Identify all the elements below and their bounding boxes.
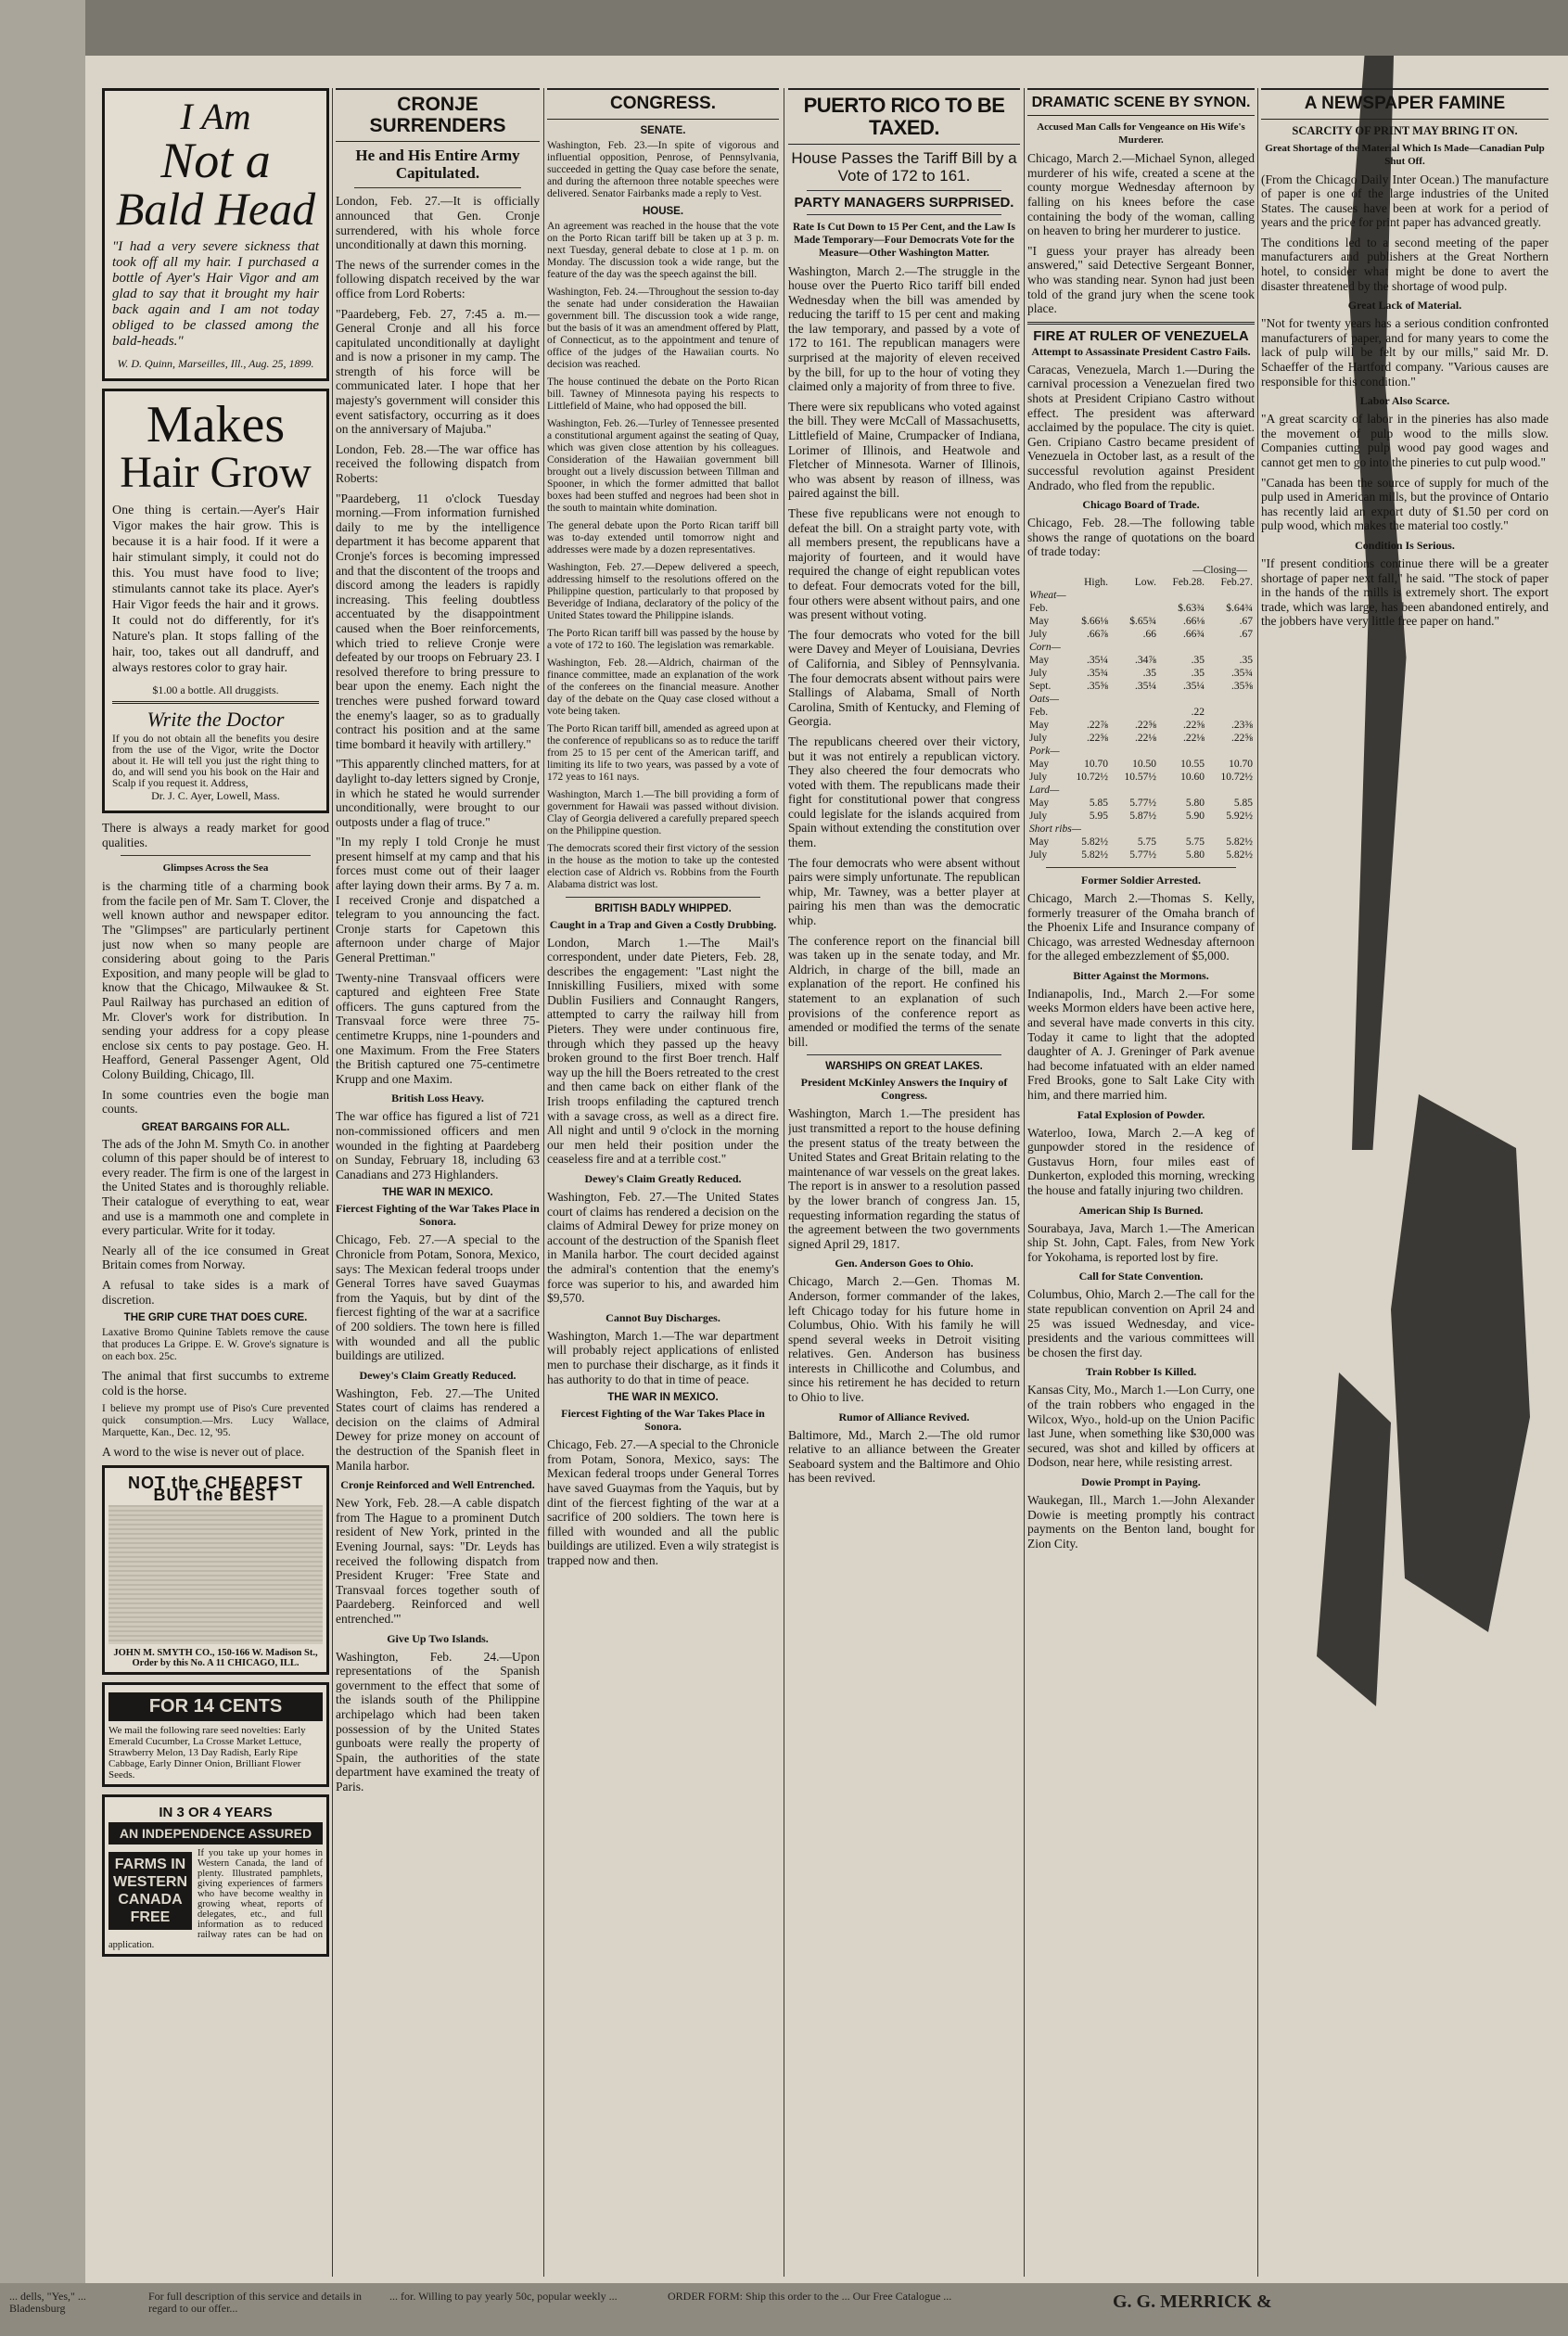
table-cell: July <box>1029 810 1048 822</box>
article-body: Waterloo, Iowa, March 2.—A keg of gunpowder stored in the residence of Gustavus Horn, four miles east of Dunkerton, exploded this morning, wrecking the house and fatally injuring two children. <box>1027 1125 1255 1198</box>
table-cell: 10.57½ <box>1124 771 1156 783</box>
western-canada-ad <box>102 1794 329 1957</box>
table-cell: 5.87½ <box>1129 810 1156 822</box>
section-heading: Cronje Reinforced and Well Entrenched. <box>340 1478 535 1492</box>
table-group-label: Wheat— <box>1029 589 1066 601</box>
article-body: (From the Chicago Daily Inter Ocean.) The manufacture of paper is one of the large industries of the United States. The causes have been at work for a period of years and the price for print paper has advanced greatly. <box>1261 172 1549 230</box>
ad-headline: Makes <box>146 396 286 453</box>
table-cell: .22⅝ <box>1086 732 1108 744</box>
table-cell: Feb. <box>1029 602 1049 614</box>
article-body: The Porto Rican tariff bill was passed by the house by a vote of 172 to 160. The legislation was remarkable. <box>547 627 779 651</box>
section-heading: Gen. Anderson Goes to Ohio. <box>835 1257 974 1270</box>
ad-headline: Not a <box>160 133 271 188</box>
section-label: SENATE. <box>640 124 686 136</box>
page-edge-top <box>0 0 1568 56</box>
article-body: Indianapolis, Ind., March 2.—For some weeks Mormon elders have been active here, and several have made converts in this city. Today it came to light that the adopted daughter of A. J. Greninger of Park avenue had become infatuated with an elder named Fred Brooks, gone to Salt Lake City with him, and there married him. <box>1027 986 1255 1103</box>
article-body: Laxative Bromo Quinine Tablets remove the cause that produces La Grippe. E. W. Grove's signature is on each box. 25c. <box>102 1327 329 1363</box>
section-heading: THE WAR IN MEXICO. <box>382 1187 493 1199</box>
page-edge-left <box>0 0 85 2336</box>
table-cell: July <box>1029 667 1048 679</box>
filler-item: I believe my prompt use of Piso's Cure prevented quick consumption.—Mrs. Lucy Wallace, Marquette, Kan., Dec. 12, '95. <box>102 1403 329 1439</box>
table-cell <box>1110 602 1158 615</box>
article-body: Washington, Feb. 27.—The United States court of claims has rendered a decision on the claims of Admiral Dewey for prize money on account of the destruction of the Spanish fleet in Manila harbor. <box>336 1385 540 1473</box>
column-puerto-rico <box>788 88 1020 2281</box>
section-heading: Bitter Against the Mormons. <box>1073 968 1209 982</box>
table-cell: .67 <box>1239 628 1253 640</box>
table-row <box>1027 667 1255 680</box>
table-cell: 5.90 <box>1185 810 1205 822</box>
ad-headline: I Am <box>180 96 251 137</box>
fragment-text: G. G. MERRICK & <box>1113 2291 1272 2312</box>
table-row <box>1027 602 1255 615</box>
smyth-buggy-ad <box>102 1465 329 1675</box>
table-cell: July <box>1029 849 1048 861</box>
section-heading: Cannot Buy Discharges. <box>606 1310 720 1324</box>
ad-body: One thing is certain.—Ayer's Hair Vigor makes the hair grow. This is because it is a hair food. If it were a hair stimulant simply, it could not do this. You must have food to live; stimulants cannot take its place. Ayer's Hair Vigor feeds the hair and it grows. It could not do differently, for it's Nature's plan. It stops falling of the hair, too, takes out all dandruff, and always restores color to gray hair. <box>112 504 319 675</box>
article-body: Washington, Feb. 24.—Upon representations of the Spanish government to the effect that some of the islands south of the Philippine archipelago which had been taken possession of by the United States gunboats were really the property of Spain, the authorities of the state department have examined the treaty of Paris. <box>336 1649 540 1793</box>
table-row <box>1027 732 1255 745</box>
buggy-illustration-icon <box>108 1505 323 1644</box>
table-cell: .23⅜ <box>1231 719 1253 731</box>
article-body: The conditions led to a second meeting of the paper manufacturers and publishers at the Great Northern hotel, to consider what might be done to avert the disaster threatened by the shortage of wood pulp. <box>1261 235 1549 293</box>
table-cell: .34⅞ <box>1134 654 1156 666</box>
article-body: The news of the surrender comes in the following dispatch received by the war office from Lord Roberts: <box>336 257 540 300</box>
section-heading: FIRE AT RULER OF VENEZUELA <box>1033 327 1249 344</box>
section-heading: Dewey's Claim Greatly Reduced. <box>359 1368 516 1382</box>
article-body: Washington, March 1.—The president has just transmitted a report to the house defining the present status of the treaty between the United States and Great Britain relating to the maintenance of war vessels on the great lakes. The report is in answer to a resolution passed by the lower branch of congress Jan. 15, requesting information regarding the status of the agreement between the two governments signed April 29, 1817. <box>788 1106 1020 1251</box>
article-body: "A great scarcity of labor in the pineries has also made the movement of pulp wood to the mills slow. Companies cutting pulp wood pay good wages and cannot get men to go into the pineries to cut pulp wood." <box>1261 412 1549 470</box>
table-caption: —Closing— <box>1192 564 1247 576</box>
article-body: The general debate upon the Porto Rican tariff bill was to-day extended until tomorrow night and addresses were made by a dozen representatives. <box>547 519 779 555</box>
ad-badge: FARMS IN WESTERN CANADA FREE <box>108 1852 192 1930</box>
article-deck: Rate Is Cut Down to 15 Per Cent, and the Law Is Made Temporary—Four Democrats Vote for the Measure—Other Washington Matter. <box>792 221 1015 259</box>
article-body: Washington, Feb. 27.—Depew delivered a speech, addressing himself to the resolutions offered on the Philippine question, particularly to that proposed by Beveridge of Indiana, declaratory of the policy of the United States toward the Philippine islands. <box>547 561 779 621</box>
article-body: Washington, Feb. 26.—Turley of Tennessee presented a constitutional argument against the seating of Quay, which was given close attention by his colleagues. Consideration of the Hawaiian government bill brought out a lively discussion between Tillman and Spooner, in which the former admitted that ballot boxes had been stuffed and negroes had been shot in the south to maintain white domination. <box>547 417 779 514</box>
article-body: Washington, Feb. 28.—Aldrich, chairman of the finance committee, made an explanation of the work of the conferees on the financial measure. Another day of the debate on the Quay case closed without a vote being taken. <box>547 657 779 717</box>
column-rule <box>1257 88 1258 2277</box>
bottom-fragment-strip <box>0 2283 1568 2336</box>
table-row <box>1027 693 1255 706</box>
fragment-text: ... for. Willing to pay yearly 50c, popular weekly ... <box>389 2290 618 2303</box>
table-cell: 5.77½ <box>1129 849 1156 861</box>
table-cell: .35¼ <box>1086 654 1108 666</box>
article-body: Chicago, Feb. 28.—The following table shows the range of quotations on the board of trade today: <box>1027 516 1255 559</box>
table-row <box>1027 771 1255 784</box>
divider <box>1027 322 1255 325</box>
ad-headline: Bald Head <box>115 183 316 235</box>
section-heading: THE WAR IN MEXICO. <box>607 1392 719 1404</box>
article-body: There were six republicans who voted against the bill. They were McCall of Massachusetts, Littlefield of Maine, Crumpacker of Indiana, Lorimer of Illinois, and Heatwole and Fletcher of Minnesota. Warner of Illinois, who was absent by reason of illness, was paired against the bill. <box>788 399 1020 501</box>
article-body: The four democrats who were absent without pairs were simply unfortunate. The republican whip, Mr. Tawney, was a better player at pairing his men than was the democratic whip. <box>788 855 1020 928</box>
ad-headline: Hair Grow <box>120 448 312 497</box>
table-cell: 5.75 <box>1137 836 1156 848</box>
article-headline: CRONJE SURRENDERS <box>336 88 540 142</box>
table-row <box>1027 758 1255 771</box>
article-body: Twenty-nine Transvaal officers were captured and eighteen Free State officers. The guns captured from the Transvaal force were three 75-centimetre Krupps, nine 1-pounders and one Maximum. From the Free Staters the British captured one 75-centimetre Krupp and one Maxim. <box>336 970 540 1086</box>
table-cell: .35¼ <box>1182 680 1205 692</box>
table-cell: 5.80 <box>1185 849 1205 861</box>
table-row <box>1027 589 1255 602</box>
article-subhead: SCARCITY OF PRINT MAY BRING IT ON. <box>1292 123 1518 137</box>
article-body: Sourabaya, Java, March 1.—The American ship St. John, Capt. Fales, from New York for Yokohama, is reported lost by fire. <box>1027 1220 1255 1264</box>
ad-headline: FOR 14 CENTS <box>108 1692 323 1721</box>
section-heading: Labor Also Scarce. <box>1359 394 1450 408</box>
table-cell: 10.70 <box>1229 758 1253 770</box>
table-cell: .35 <box>1191 667 1205 679</box>
article-body: The conference report on the financial bill was taken up in the senate today, and Mr. Aldrich, in charge of the bill, made an explanation of the report. He confined his statement to an explanation of such provisions of the conference report as amended or modified the terms of the senate bill. <box>788 933 1020 1049</box>
table-cell: Feb. <box>1029 706 1049 718</box>
column-paper-famine <box>1261 88 1549 2281</box>
ayer-bald-head-ad <box>102 88 329 381</box>
table-body <box>1027 589 1255 862</box>
table-cell: .66¾ <box>1182 628 1205 640</box>
table-header-row <box>1027 576 1255 589</box>
divider <box>807 214 1001 215</box>
section-heading: Call for State Convention. <box>1078 1270 1204 1283</box>
article-headline: DRAMATIC SCENE BY SYNON. <box>1027 88 1255 116</box>
ad-body: If you take up your homes in Western Canada, the land of plenty. Illustrated pamphlets, giving experiences of farmers who have become wealthy in growing wheat, reports of delegates, etc., and full information as to reduced railway rates can be had on application. <box>108 1848 323 1950</box>
ad-headline: NOT the CHEAPEST BUT the BEST <box>127 1474 303 1504</box>
article-body: Baltimore, Md., March 2.—The old rumor relative to an alliance between the Greater Seaboard system and the Baltimore and Ohio has been revived. <box>788 1427 1020 1486</box>
table-cell: .22⅞ <box>1086 719 1108 731</box>
article-body: "Paardeberg, 11 o'clock Tuesday morning.—From information furnished daily to me by the intelligence department it has become apparent that Cronje's forces is becoming impressed and that the discontent of the troops and discord among the leaders is rapidly increasing. This feeling doubtless accentuated by the disappointment caused when the Boer reinforcements, which tried to relieve Cronje were defeated by our troops on February 23. I resolved therefore to bring pressure to bear upon the enemy. Each night the trenches were pushed forward toward the enemy's laager, so as to gradually contract his position and at the same time bombard it heavily with artillery." <box>336 491 540 751</box>
ad-subheadline: Write the Doctor <box>147 708 285 731</box>
section-subheading: Fiercest Fighting of the War Takes Place in Sonora. <box>561 1407 765 1434</box>
table-row <box>1027 615 1255 628</box>
article-body: Washington, March 1.—The war department will probably reject applications of enlisted men to purchase their discharge, as it finds it has authority to do that in time of peace. <box>547 1328 779 1386</box>
table-cell: .35⅝ <box>1086 680 1108 692</box>
divider <box>121 855 311 856</box>
table-cell: $.64¾ <box>1226 602 1253 614</box>
section-heading: Give Up Two Islands. <box>387 1631 489 1645</box>
table-cell: July <box>1029 771 1048 783</box>
table-cell: .67 <box>1239 615 1253 627</box>
fragment-text: ... dells, "Yes," ... Bladensburg <box>9 2290 86 2315</box>
table-group-label: Lard— <box>1029 784 1060 796</box>
table-cell: July <box>1029 628 1048 640</box>
section-heading: Chicago Board of Trade. <box>1082 498 1200 512</box>
table-row <box>1027 628 1255 641</box>
article-body: The democrats scored their first victory of the session in the house as the motion to take up the contested election case of Aldrich vs. Robbins from the Fourth Alabama district was lost. <box>547 842 779 890</box>
article-body: is the charming title of a charming book from the facile pen of Mr. Sam T. Clover, the well known author and newspaper editor. The "Glimpses" are particularly pertinent just now when so many people are considering about going to the Paris Exposition, and many people will be glad to know that the Chicago, Milwaukee & St. Paul Railway has purchased an edition of Mr. Clover's work for distribution. In sending your address for a copy please enclose six cents to pay postage. Geo. H. Heafford, General Passenger Agent, Old Colony Building, Chicago, Ill. <box>102 879 329 1081</box>
section-heading: Former Soldier Arrested. <box>1081 873 1201 887</box>
article-body: Caracas, Venezuela, March 1.—During the carnival procession a Venezuelan fired two shots at President Cripiano Castro without effect. The president was afterward acclaimed by the populace. The city is quiet. Gen. Cripiano Castro became president of Venezuela in October last, as a result of the successful revolution against President Andrado, who fled from the republic. <box>1027 362 1255 492</box>
table-cell: 5.82½ <box>1226 836 1253 848</box>
table-row <box>1027 706 1255 719</box>
article-body: Chicago, Feb. 27.—A special to the Chronicle from Potam, Sonora, Mexico, says: The Mexican federal troops under General Torres have saved Guaymas from the Yaquis, but by dint of the fiercest fighting of the war at a sacrifice of 200 soldiers. The town here is filled with wounded and all the public buildings are utilized. <box>336 1232 540 1363</box>
ad-body: We mail the following rare seed novelties: Early Emerald Cucumber, La Crosse Market Lettuce, Strawberry Melon, 13 Day Radish, Early Ripe Cabbage, Early Dinner Onion, Brilliant Flower Seeds. <box>108 1725 306 1781</box>
table-cell: 5.75 <box>1185 836 1205 848</box>
section-heading: Fatal Explosion of Powder. <box>1077 1107 1205 1121</box>
article-body: Columbus, Ohio, March 2.—The call for the state republican convention on April 24 and 25 was issued Wednesday, and vice-presidents and the various committees will be chosen the first day. <box>1027 1287 1255 1359</box>
item-heading: GREAT BARGAINS FOR ALL. <box>141 1121 290 1133</box>
article-body: Chicago, March 2.—Michael Synon, alleged murderer of his wife, created a scene at the county morgue Wednesday afternoon by falling on his knees before the case containing the body of the woman, calling on heaven to bring her murderer to justice. <box>1027 151 1255 238</box>
article-subhead: House Passes the Tariff Bill by a Vote of 172 to 161. <box>791 148 1017 185</box>
table-cell <box>1062 602 1110 615</box>
table-cell: .66 <box>1142 628 1156 640</box>
item-heading: Glimpses Across the Sea <box>162 862 269 874</box>
article-body: Washington, March 1.—The bill providing a form of government for Hawaii was passed without division. Clay of Georgia delivered a carefully prepared speech on the Philippine question. <box>547 788 779 836</box>
article-body: London, Feb. 27.—It is officially announced that Gen. Cronje surrendered, with his whole force unconditionally at dawn this morning. <box>336 194 540 252</box>
table-group-label: Short ribs— <box>1029 823 1081 835</box>
fragment-text: ORDER FORM: Ship this order to the ... Our Free Catalogue ... <box>668 2290 952 2303</box>
table-row <box>1027 823 1255 836</box>
table-cell: .35¾ <box>1231 667 1253 679</box>
table-cell <box>1062 706 1110 719</box>
article-body: "If present conditions continue there will be a greater shortage of paper next fall," he said. "The stock of paper in the hands of the mills is extremely short. The export trade, which was large, has been abandoned entirely, and the jobbers have very little free paper on hand." <box>1261 555 1549 629</box>
divider <box>1046 867 1236 868</box>
article-body: Washington, Feb. 24.—Throughout the session to-day the senate had under consideration the Hawaiian government bill. The discussion took a wide range, but the basis of it was an amendment offered by Platt, of Connecticut, as to the appointment and tenure of office of the judges of the Hawaiian courts. No decision was reached. <box>547 286 779 370</box>
section-heading: American Ship Is Burned. <box>1078 1203 1204 1217</box>
table-row <box>1027 745 1255 758</box>
divider <box>807 190 1001 191</box>
section-subheading: Caught in a Trap and Given a Costly Drubbing. <box>549 917 777 931</box>
article-body: An agreement was reached in the house that the vote on the Porto Rican tariff bill be taken up at 3 p. m. next Tuesday, general debate to close at 1 p. m. on Monday. The discussion took a wide range, but the feature of the day was the speech against the bill. <box>547 220 779 280</box>
table-cell: .22⅝ <box>1231 732 1253 744</box>
filler-item: Nearly all of the ice consumed in Great Britain comes from Norway. <box>102 1243 329 1272</box>
filler-item: There is always a ready market for good qualities. <box>102 821 329 849</box>
article-deck: Great Shortage of the Material Which Is Made—Canadian Pulp Shut Off. <box>1265 142 1545 167</box>
column-cronje <box>336 88 540 2281</box>
table-row <box>1027 784 1255 797</box>
table-cell: .66⅞ <box>1086 628 1108 640</box>
table-row <box>1027 849 1255 862</box>
table-group-label: Pork— <box>1029 745 1060 757</box>
table-cell: 5.82½ <box>1081 849 1108 861</box>
ad-body: If you do not obtain all the benefits you desire from the use of the Vigor, write the Doctor about it. He will tell you just the right thing to do, and will send you his book on the Hair and Scalp if you request it. Address, <box>112 734 319 789</box>
table-cell: .22⅛ <box>1134 732 1156 744</box>
article-body: Washington, Feb. 23.—In spite of vigorous and influential opposition, Penrose, of Pennsylvania, succeeded in getting the Quay case before the senate, and during the afternoon three notable speeches were delivered. Senator Fairbanks made a reply to Vest. <box>547 139 779 199</box>
table-cell: .22⅝ <box>1182 719 1205 731</box>
table-cell: $.65¾ <box>1129 615 1156 627</box>
table-cell: 5.85 <box>1233 797 1253 809</box>
table-row <box>1027 719 1255 732</box>
article-body: Washington, March 2.—The struggle in the house over the Puerto Rico tariff bill ended Wednesday when the bill was amended by reducing the tariff to 15 per cent and making the law temporary, and passed by a vote of 172 to 161. The republican managers were surprised at the majority of eleven received by the bill, for up to the hour of voting they claimed only a majority of from three to five. <box>788 263 1020 394</box>
article-body: "This apparently clinched matters, for at daylight to-day letters signed by Cronje, in which he stated he would surrender unconditionally, were brought to our outposts under a flag of truce." <box>336 757 540 829</box>
article-deck: Accused Man Calls for Vengeance on His Wife's Murderer. <box>1037 121 1245 147</box>
article-subhead: He and His Entire Army Capitulated. <box>355 147 520 183</box>
ad-signature: Dr. J. C. Ayer, Lowell, Mass. <box>151 789 280 802</box>
divider <box>112 701 319 704</box>
section-heading: Condition Is Serious. <box>1355 538 1455 552</box>
article-body: Chicago, Feb. 27.—A special to the Chronicle from Potam, Sonora, Mexico, says: The Mexican federal troops under General Torres have saved Guaymas from the Yaquis, but by dint of the fiercest fighting of the war at a sacrifice of 200 soldiers. The town here is filled with wounded and all the public buildings are utilized. Even a wily strategist is trapped now and then. <box>547 1437 779 1567</box>
ad-price: $1.00 a bottle. All druggists. <box>152 683 279 696</box>
section-subheading: President McKinley Answers the Inquiry of Congress. <box>800 1076 1008 1103</box>
article-body: "I guess your prayer has already been answered," said Detective Sergeant Bonner, who was standing near. Synon had just been told of the grand jury when the scene took place. <box>1027 243 1255 316</box>
makes-hair-grow-ad <box>102 389 329 813</box>
table-header-cell: Feb.28. <box>1172 576 1205 588</box>
table-row <box>1027 641 1255 654</box>
article-body: Waukegan, Ill., March 1.—John Alexander Dowie is meeting promptly his contract payments on the Benton land, bought for Zion City. <box>1027 1492 1255 1551</box>
table-row <box>1027 654 1255 667</box>
divider <box>807 1054 1001 1055</box>
article-body: Kansas City, Mo., March 1.—Lon Curry, one of the train robbers who engaged in the Wilcox, Wyo., hold-up on the Union Pacific last June, when something like $30,000 was secured, was shot and killed by officers at Dodson, near here, while resisting arrest. <box>1027 1383 1255 1470</box>
article-subhead: PARTY MANAGERS SURPRISED. <box>794 194 1014 211</box>
article-body: These five republicans were not enough to defeat the bill. On a straight party vote, with all members present, the republicans have a majority of fourteen, and it would have required the change of eight republican votes to defeat. Four democrats voted for the bill, four others were absent without pairs, and one was present without voting. <box>788 506 1020 622</box>
table-cell: 5.82½ <box>1226 849 1253 861</box>
table-cell: .35 <box>1191 654 1205 666</box>
table-cell: May <box>1029 654 1050 666</box>
table-cell: .35¼ <box>1134 680 1156 692</box>
section-heading: Train Robber Is Killed. <box>1085 1365 1197 1379</box>
article-headline: CONGRESS. <box>547 88 779 120</box>
filler-item: A refusal to take sides is a mark of discretion. <box>102 1278 329 1307</box>
table-cell: .35 <box>1239 654 1253 666</box>
table-cell: 5.80 <box>1185 797 1205 809</box>
table-cell: May <box>1029 797 1050 809</box>
section-heading: BRITISH BADLY WHIPPED. <box>594 902 732 914</box>
table-header-cell: High. <box>1084 576 1108 588</box>
section-heading: WARSHIPS ON GREAT LAKES. <box>825 1061 983 1073</box>
table-cell: $.63¾ <box>1178 602 1205 614</box>
section-heading: Rumor of Alliance Revived. <box>838 1410 970 1423</box>
article-body: Chicago, March 2.—Thomas S. Kelly, formerly treasurer of the Omaha branch of the Phoenix Life and Insurance company of Chicago, was arrested Wednesday afternoon for the alleged embezzlement of $5,000. <box>1027 890 1255 964</box>
table-cell: .66⅛ <box>1182 615 1205 627</box>
table-header-cell: Low. <box>1134 576 1156 588</box>
section-subheading: Fiercest Fighting of the War Takes Place in Sonora. <box>336 1202 540 1229</box>
table-cell: .35¾ <box>1086 667 1108 679</box>
column-ads <box>102 88 329 2281</box>
fragment-text: For full description of this service and details in regard to our offer... <box>148 2290 362 2315</box>
section-heading: Dowie Prompt in Paying. <box>1081 1474 1201 1488</box>
ad-signature: W. D. Quinn, Marseilles, Ill., Aug. 25, 1899. <box>117 357 314 370</box>
table-cell: 5.77½ <box>1129 797 1156 809</box>
table-cell: .22⅝ <box>1134 719 1156 731</box>
article-body: Washington, Feb. 27.—The United States court of claims has rendered a decision on the claims of Admiral Dewey for prize money on account of the destruction of the Spanish fleet in Manila harbor. The court decided against the admiral's contention that the enemy's force was superior to his, and awarded him $9,570. <box>547 1190 779 1306</box>
table-cell: .35 <box>1142 667 1156 679</box>
section-heading: Great Lack of Material. <box>1347 299 1462 313</box>
ad-testimonial: "I had a very severe sickness that took off all my hair. I purchased a bottle of Ayer's Hair Vigor and am glad to say that it brought my hair back again and I am not today obliged to be classed among the bald-heads." <box>112 239 319 349</box>
article-body: Chicago, March 2.—Gen. Thomas M. Anderson, former commander of the lakes, left Chicago today for his future home in Columbus, Ohio. With his family he will spend several weeks in Detroit visiting relatives. Gen. Anderson has business interests in Chillicothe and Columbus, and since his retirement he has decided to return to Ohio to live. <box>788 1274 1020 1405</box>
table-row <box>1027 810 1255 823</box>
article-body: "Canada has been the source of supply for much of the pulp used in American mills, but the province of Ontario has recently laid an export duty of $1.50 per cord on pulp wood, which makes the material too costly." <box>1261 475 1549 533</box>
table-cell: 5.92½ <box>1226 810 1253 822</box>
table-cell: 10.70 <box>1084 758 1108 770</box>
article-body: The war office has figured a list of 721 non-commissioned officers and men wounded in the fighting at Paardeberg on Sunday, February 18, including 63 Canadians and 273 Highlanders. <box>336 1109 540 1181</box>
board-of-trade-table <box>1027 576 1255 862</box>
section-subheading: Attempt to Assassinate President Castro Fails. <box>1031 344 1251 358</box>
table-group-label: Oats— <box>1029 693 1059 705</box>
filler-item: In some countries even the bogie man counts. <box>102 1087 329 1117</box>
article-body: The republicans cheered over their victory, but it was not entirely a republican victory. They also cheered the four democrats who voted with them. The republicans made their fight for constitutional power that congress could legislate for the islands acquired from Spain without extending the constitution over them. <box>788 734 1020 850</box>
filler-item: The animal that first succumbs to extreme cold is the horse. <box>102 1369 329 1398</box>
column-rule <box>543 88 544 2277</box>
article-body: New York, Feb. 28.—A cable dispatch from The Hague to a prominent Dutch resident of New York, printed in the Evening Journal, says: "Dr. Leyds has received the following dispatch from President Kruger: 'Free State and Transvaal forces together south of Paardeberg. Reinforced and well entrenched.'" <box>336 1496 540 1626</box>
table-row <box>1027 680 1255 693</box>
column-rule <box>1024 88 1025 2277</box>
table-cell: 10.72½ <box>1220 771 1253 783</box>
table-cell: .22 <box>1191 706 1205 718</box>
table-cell: May <box>1029 719 1050 731</box>
article-body: "Not for twenty years has a serious condition confronted manufacturers of paper, and for many years to come the lack of pulp will be felt by our mills," said Mr. D. Schaeffer of the Hartford company. "Various causes are responsible for this condition." <box>1261 316 1549 389</box>
column-rule <box>332 88 333 2277</box>
table-cell: 10.50 <box>1132 758 1156 770</box>
article-body: "In my reply I told Cronje he must present himself at my camp and that his forces must come out of their laager after laying down their arms. By 7 a. m. I received Cronje and dispatched a telegram to you announcing the fact. Cronje starts for Capetown this afternoon under charge of Major General Prettiman." <box>336 835 540 965</box>
table-group-label: Corn— <box>1029 641 1061 653</box>
article-body: The ads of the John M. Smyth Co. in another column of this paper should be of interest to every reader. The firm is one of the largest in the United States and is thoroughly reliable. Their catalogue of everything to eat, wear and use is a mammoth one and complete in every particular. Write for it today. <box>102 1136 329 1238</box>
article-body: "Paardeberg, Feb. 27, 7:45 a. m.—General Cronje and all his force capitulated unconditionally at daylight and is now a prisoner in my camp. The strength of his force will be communicated later. I hope that her majesty's government will consider this event satisfactory, occurring as it does on the anniversary of Majuba." <box>336 306 540 437</box>
table-cell: 5.95 <box>1089 810 1108 822</box>
table-cell: Sept. <box>1029 680 1052 692</box>
table-row <box>1027 797 1255 810</box>
article-headline: PUERTO RICO TO BE TAXED. <box>788 88 1020 145</box>
table-header-cell: Feb.27. <box>1220 576 1253 588</box>
column-miscellany <box>1027 88 1255 2281</box>
divider <box>354 187 521 188</box>
section-heading: British Loss Heavy. <box>391 1091 484 1105</box>
section-heading: Dewey's Claim Greatly Reduced. <box>584 1172 742 1186</box>
table-cell: 10.72½ <box>1076 771 1108 783</box>
section-label: HOUSE. <box>642 205 684 217</box>
ad-footer: JOHN M. SMYTH CO., 150-166 W. Madison St., Order by this No. A 11 CHICAGO, ILL. <box>113 1648 318 1668</box>
table-cell: May <box>1029 615 1050 627</box>
item-heading: THE GRIP CURE THAT DOES CURE. <box>123 1312 308 1324</box>
article-body: The house continued the debate on the Porto Rican bill. Tawney of Minnesota paying his respects to Littlefield of Maine, who had opposed the bill. <box>547 376 779 412</box>
seed-offer-ad <box>102 1682 329 1787</box>
filler-item: A word to the wise is never out of place. <box>102 1445 305 1460</box>
table-row <box>1027 836 1255 849</box>
table-cell: .35⅝ <box>1231 680 1253 692</box>
column-congress <box>547 88 779 2281</box>
article-headline: A NEWSPAPER FAMINE <box>1261 88 1549 120</box>
table-cell <box>1110 706 1158 719</box>
table-cell: $.66⅛ <box>1081 615 1108 627</box>
table-cell <box>1206 706 1255 719</box>
article-body: London, March 1.—The Mail's correspondent, under date Pieters, Feb. 28, describes the engagement: "Last night the Inniskilling Fusiliers, mixed with some Dublin Fusiliers and Connaught Rangers, attempted to carry the railway hill from Pieters. They were under continuous fire, through which they passed up the heavy broken ground to the first Boer trench. Half way up the hill the Boers retreated to the crest and then came back on either flank of the Irish troops enfilading the captured trench with a savage cross, as well as a direct fire. All night and until 9 o'clock in the morning our men held their position under the ceaseless fire and at a terrible cost." <box>547 935 779 1167</box>
article-body: London, Feb. 28.—The war office has received the following dispatch from Roberts: <box>336 441 540 486</box>
table-cell: July <box>1029 732 1048 744</box>
article-body: The Porto Rican tariff bill, amended as agreed upon at the conference of republicans so as to reduce the tariff from 25 to 15 per cent of the American tariff, and limiting its life to two years, was passed by a vote of 172 yeas to 161 nays. <box>547 722 779 783</box>
divider <box>566 897 760 898</box>
table-header-cell <box>1027 576 1062 589</box>
ad-headline: IN 3 OR 4 YEARS <box>159 1805 273 1820</box>
table-cell: 10.55 <box>1180 758 1205 770</box>
table-cell: May <box>1029 758 1050 770</box>
table-cell: .22⅛ <box>1182 732 1205 744</box>
table-cell: 5.82½ <box>1081 836 1108 848</box>
table-cell: 10.60 <box>1180 771 1205 783</box>
ad-headline: AN INDEPENDENCE ASSURED <box>108 1822 323 1845</box>
table-cell: May <box>1029 836 1050 848</box>
article-body: The four democrats who voted for the bill were Davey and Meyer of Louisiana, Devries of California, and Sibley of Pennsylvania. The four democrats absent without pairs were Stallings of Alabama, Small of North Carolina, Smith of Kentucky, and Fleming of Georgia. <box>788 627 1020 729</box>
table-cell: 5.85 <box>1089 797 1108 809</box>
